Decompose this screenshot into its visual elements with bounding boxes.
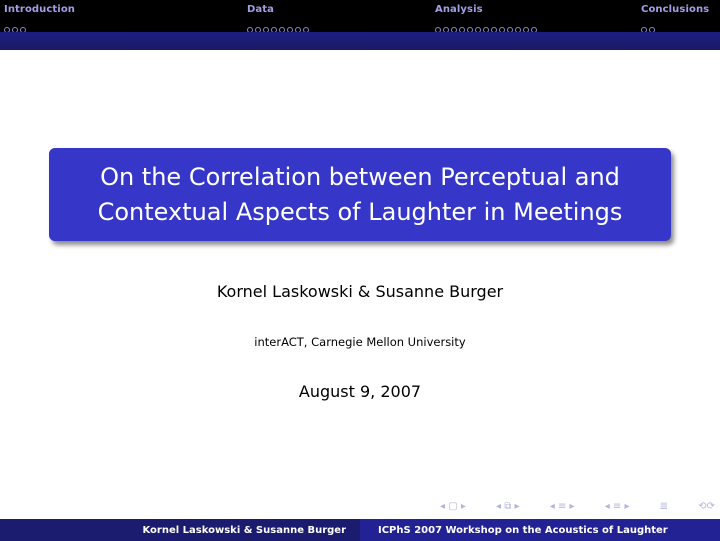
- nav-frame-icon[interactable]: ◂ ⧉ ▸: [496, 501, 520, 512]
- title-line-1: On the Correlation between Perceptual and: [100, 162, 620, 191]
- navigation-symbols: [440, 500, 715, 514]
- nav-section-introduction[interactable]: [4, 4, 75, 27]
- nav-section-analysis[interactable]: [435, 4, 539, 27]
- nav-section-conclusions[interactable]: [641, 4, 709, 27]
- nav-section-dots[interactable]: [247, 18, 311, 27]
- nav-section-icon[interactable]: ◂ ≡ ▸: [604, 501, 630, 512]
- nav-frame-left-icon[interactable]: ◂ ▢ ▸: [440, 501, 466, 512]
- nav-subsection-icon[interactable]: ◂ ≡ ▸: [549, 501, 575, 512]
- nav-search-icon[interactable]: ⟲⟳: [698, 501, 715, 512]
- nav-section-label[interactable]: Introduction: [4, 4, 76, 15]
- title-line-2: Contextual Aspects of Laughter in Meetings: [97, 197, 623, 226]
- date: August 9, 2007: [298, 382, 422, 401]
- authors: Kornel Laskowski & Susanne Burger: [216, 282, 504, 301]
- footer-authors: Kornel Laskowski & Susanne Burger: [0, 519, 360, 541]
- nav-section-label[interactable]: Analysis: [435, 4, 483, 15]
- nav-align-icon[interactable]: ≣: [659, 501, 669, 512]
- section-navigation-bar: [0, 0, 720, 32]
- nav-section-dots[interactable]: [4, 18, 75, 27]
- nav-section-dots[interactable]: [435, 18, 539, 27]
- footer-event: ICPhS 2007 Workshop on the Acoustics of Laughter: [360, 519, 720, 541]
- institute: interACT, Carnegie Mellon University: [254, 335, 466, 349]
- nav-section-label[interactable]: Data: [247, 4, 274, 15]
- nav-section-dots[interactable]: [641, 18, 709, 27]
- title-block: [49, 148, 671, 241]
- subsection-bar: [0, 32, 720, 50]
- nav-section-data[interactable]: [247, 4, 311, 27]
- nav-section-label[interactable]: Conclusions: [641, 4, 710, 15]
